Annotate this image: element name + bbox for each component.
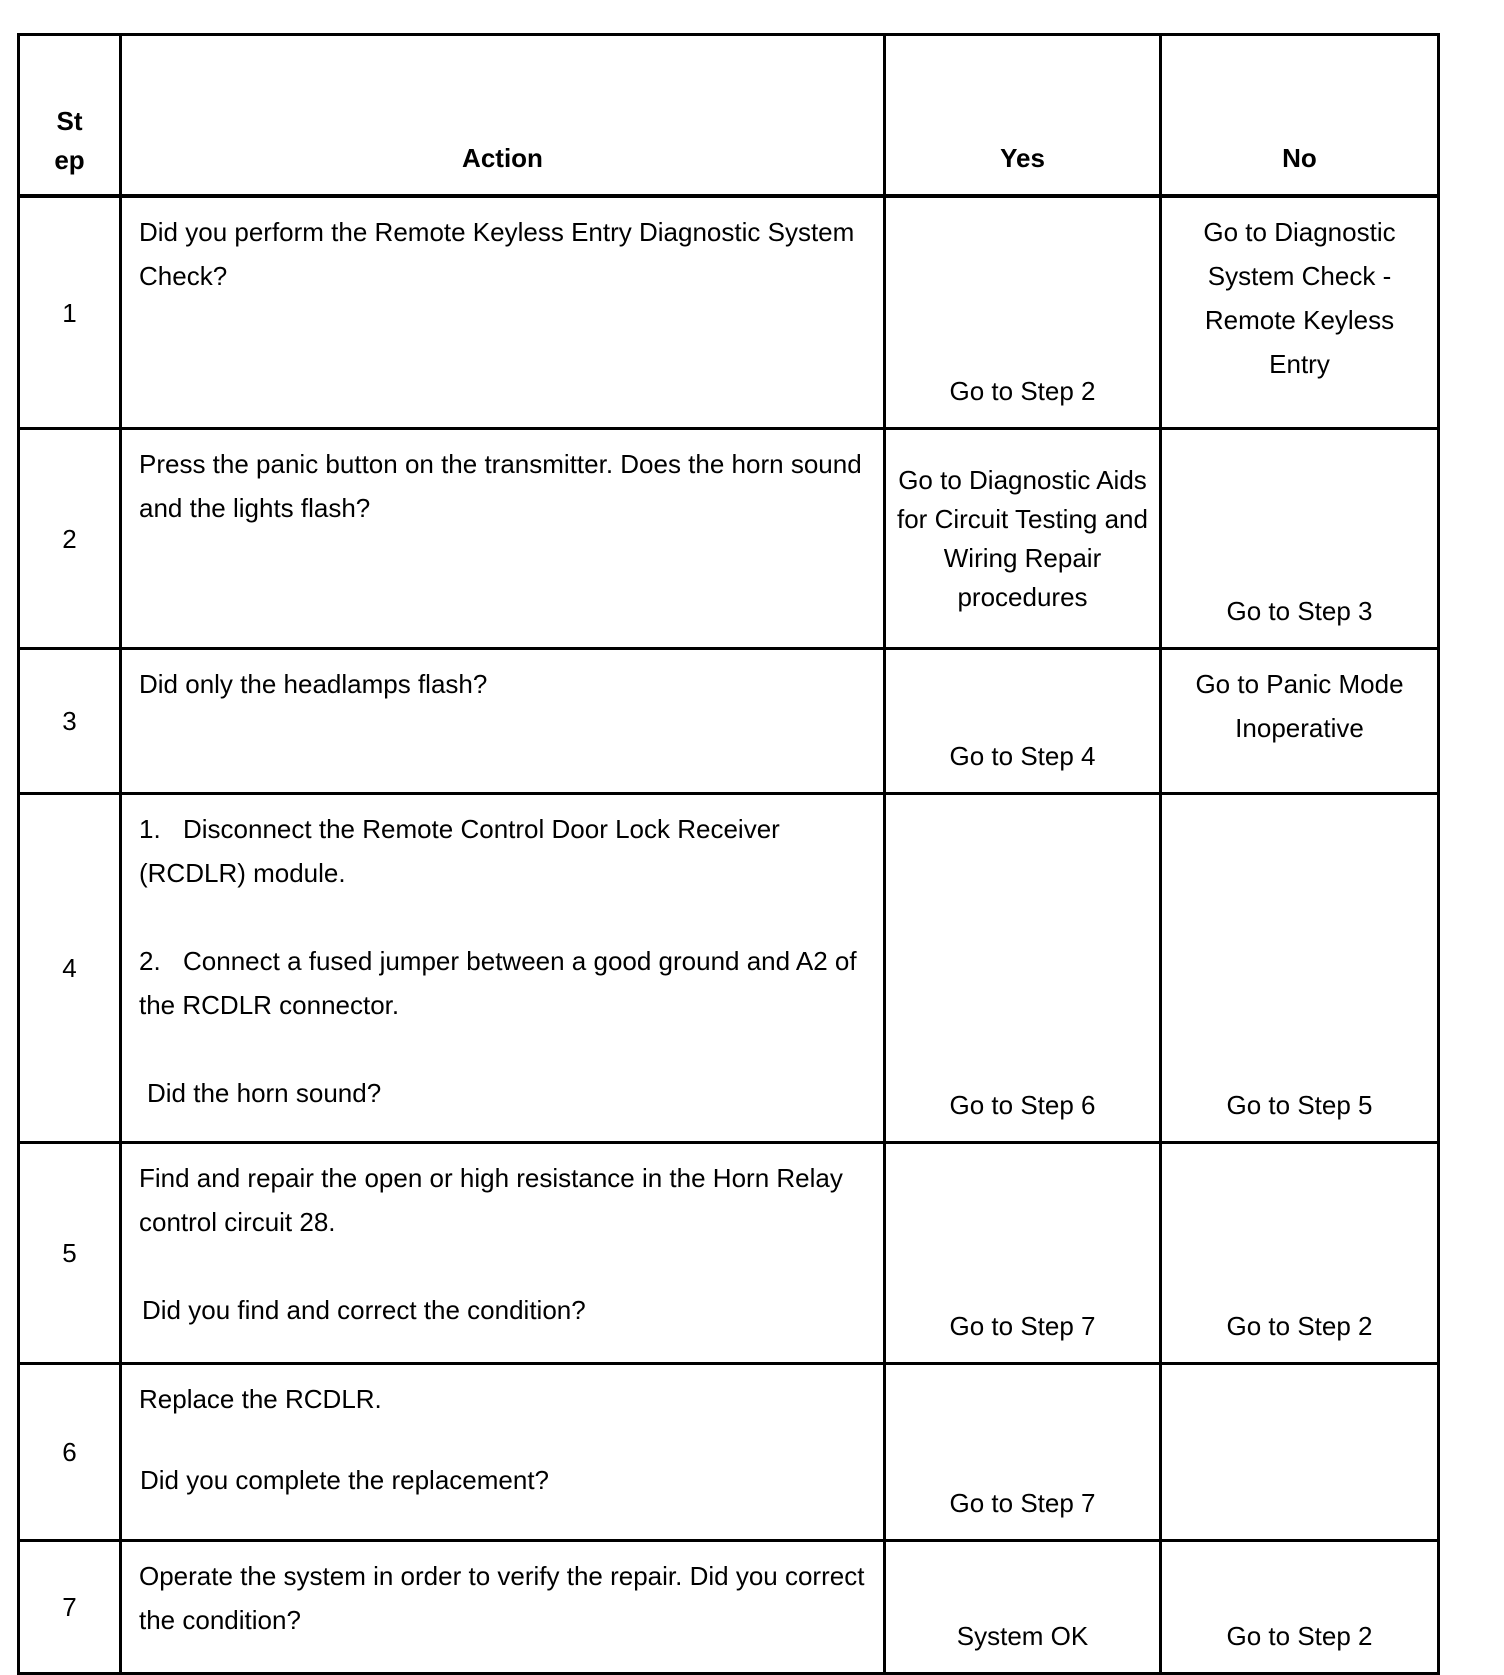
action-text: Press the panic button on the transmitter. Does the horn sound and the lights flash? [121, 429, 885, 649]
action-question: Did the horn sound? [147, 1078, 382, 1108]
action-text: Operate the system in order to verify the repair. Did you correct the condition? [121, 1541, 885, 1674]
action-text [121, 794, 885, 1143]
action-text [121, 1143, 885, 1364]
action-item-2 [139, 939, 867, 1027]
step-number: 1 [19, 196, 121, 429]
item-number: 2. [139, 946, 161, 976]
header-no: No [1161, 35, 1439, 197]
table-row [19, 794, 1439, 1143]
table-row [19, 196, 1439, 429]
item-number: 1. [139, 814, 161, 844]
no-result [1161, 1364, 1439, 1541]
step-number: 6 [19, 1364, 121, 1541]
no-result: Go to Step 3 [1161, 429, 1439, 649]
yes-result: Go to Step 7 [885, 1143, 1161, 1364]
yes-result: Go to Step 2 [885, 196, 1161, 429]
action-text [121, 1364, 885, 1541]
action-question: Did you find and correct the condition? [142, 1295, 586, 1325]
step-number: 2 [19, 429, 121, 649]
yes-result: Go to Diagnostic Aids for Circuit Testing and Wiring Repair procedures [885, 429, 1161, 649]
action-instruction: Replace the RCDLR. [139, 1384, 382, 1414]
header-yes: Yes [885, 35, 1161, 197]
yes-result: Go to Step 4 [885, 649, 1161, 794]
yes-result: System OK [885, 1541, 1161, 1674]
step-number: 3 [19, 649, 121, 794]
diagnostic-table [17, 33, 1440, 1675]
no-result: Go to Panic Mode Inoperative [1161, 649, 1439, 794]
table-row [19, 1143, 1439, 1364]
header-step: St ep [19, 35, 121, 197]
table-row [19, 649, 1439, 794]
no-result: Go to Step 2 [1161, 1541, 1439, 1674]
action-text: Did you perform the Remote Keyless Entry Diagnostic System Check? [121, 196, 885, 429]
no-result: Go to Diagnostic System Check - Remote Keyless Entry [1161, 196, 1439, 429]
step-number: 4 [19, 794, 121, 1143]
yes-result: Go to Step 7 [885, 1364, 1161, 1541]
no-result: Go to Step 5 [1161, 794, 1439, 1143]
table-row [19, 429, 1439, 649]
action-text: Did only the headlamps flash? [121, 649, 885, 794]
table-row [19, 1541, 1439, 1674]
table-row [19, 1364, 1439, 1541]
header-action: Action [121, 35, 885, 197]
item-text: Connect a fused jumper between a good ground and A2 of the RCDLR connector. [139, 946, 857, 1020]
yes-result: Go to Step 6 [885, 794, 1161, 1143]
action-question: Did you complete the replacement? [140, 1465, 550, 1495]
action-instruction: Find and repair the open or high resistance in the Horn Relay control circuit 28. [139, 1163, 843, 1237]
step-number: 7 [19, 1541, 121, 1674]
step-number: 5 [19, 1143, 121, 1364]
header-row [19, 35, 1439, 197]
no-result: Go to Step 2 [1161, 1143, 1439, 1364]
action-item-1 [139, 807, 867, 895]
item-text: Disconnect the Remote Control Door Lock Receiver (RCDLR) module. [139, 814, 780, 888]
